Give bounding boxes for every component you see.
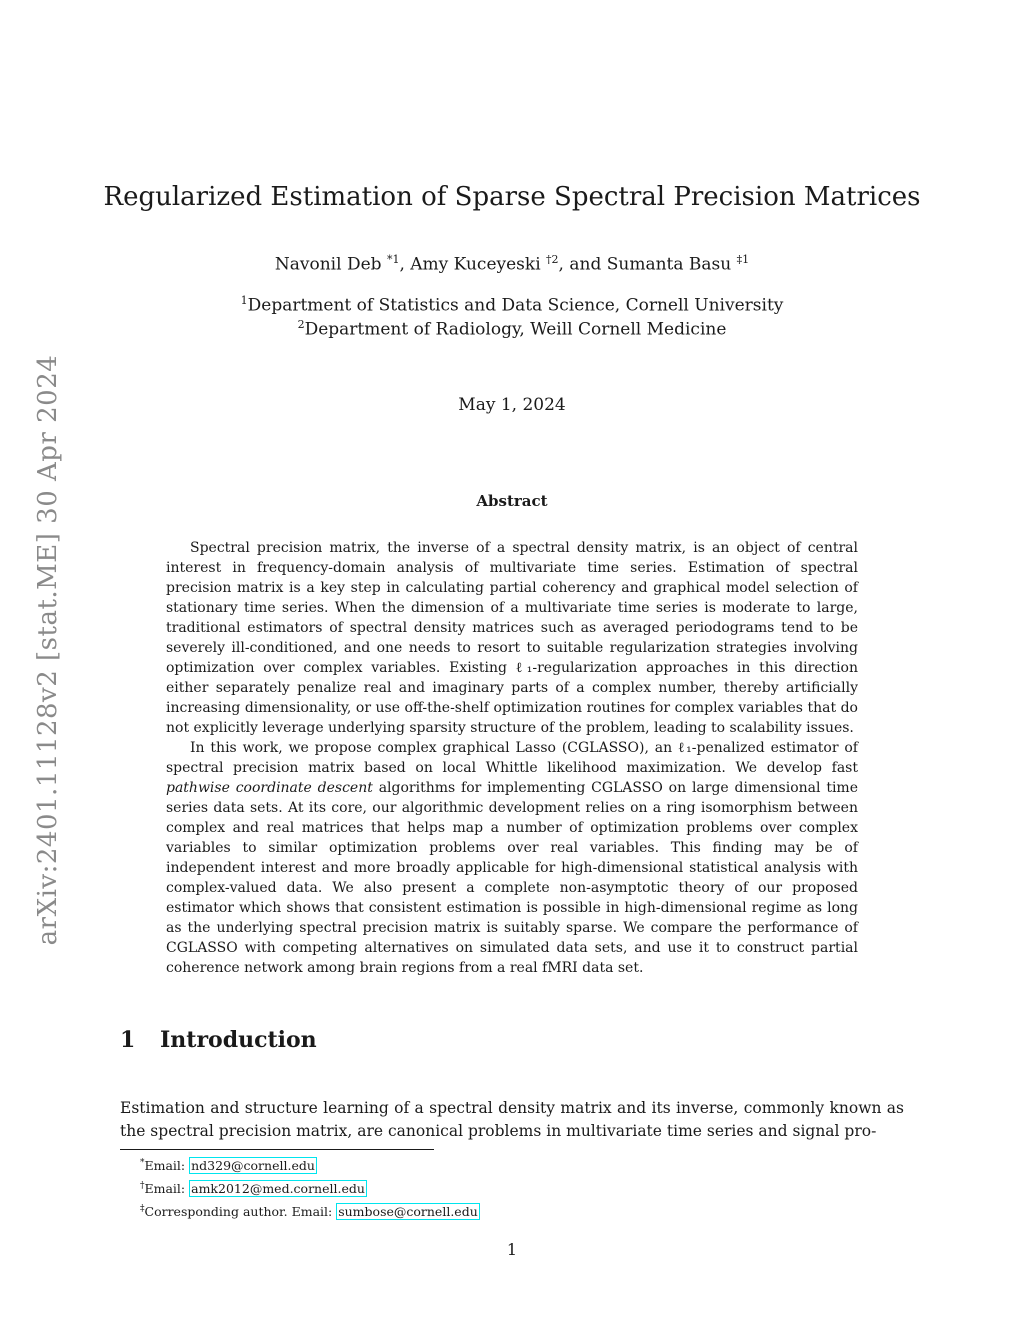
author-marks: *1 xyxy=(386,253,400,266)
footnote-label: Email: xyxy=(144,1181,190,1197)
footnote xyxy=(140,1176,480,1199)
abstract-heading: Abstract xyxy=(476,492,548,510)
footnote xyxy=(140,1153,480,1176)
abstract-body xyxy=(166,538,858,978)
intro-body xyxy=(120,1097,904,1143)
author-name: Amy Kuceyeski xyxy=(410,254,541,275)
abstract-paragraph: In this work, we propose complex graphical Lasso (CGLASSO), an ℓ₁-penalized estimator of spectral precision matrix based on local Whittle likelihood maximization. We develop fast pathwise coordinate descent algorithms for implementing CGLASSO on large dimensional time series data sets. At its core, our algorithmic development relies on a ring isomorphism between complex and real matrices that helps map a number of optimization problems over complex variables to similar optimization problems over real variables. This finding may be of independent interest and more broadly applicable for high-dimensional statistical analysis with complex-valued data. We also present a complete non-asymptotic theory of our proposed estimator which shows that consistent estimation is possible in high-dimensional regime as long as the underlying spectral precision matrix is suitably sparse. We compare the performance of CGLASSO with competing alternatives on simulated data sets, and use it to construct partial coherence network among brain regions from a real fMRI data set. xyxy=(166,740,858,976)
footnote-divider xyxy=(120,1149,434,1150)
paper-title: Regularized Estimation of Sparse Spectral Precision Matrices xyxy=(103,182,921,212)
email-link[interactable]: nd329@cornell.edu xyxy=(191,1158,315,1174)
author-marks: ‡1 xyxy=(736,253,750,266)
footnote-label: Corresponding author. Email: xyxy=(144,1204,337,1220)
paper-date: May 1, 2024 xyxy=(458,395,566,415)
affiliation-text: Department of Statistics and Data Science, Cornell University xyxy=(247,295,784,316)
section-heading xyxy=(120,1027,317,1053)
author-name: Navonil Deb xyxy=(274,254,382,275)
footnotes xyxy=(140,1153,480,1222)
author-separator: , and xyxy=(558,254,607,275)
footnote-mark: * xyxy=(140,1158,145,1168)
footnote xyxy=(140,1199,480,1222)
intro-paragraph: Estimation and structure learning of a spectral density matrix and its inverse, commonly known as the spectral precision matrix, are canonical problems in multivariate time series and signal pro- xyxy=(120,1099,904,1140)
affiliation xyxy=(0,294,1024,316)
page-number: 1 xyxy=(506,1240,518,1259)
section-number: 1 xyxy=(120,1027,136,1053)
author-separator: , xyxy=(399,254,411,275)
affiliation-text: Department of Radiology, Weill Cornell Medicine xyxy=(304,319,727,340)
email-link[interactable]: amk2012@med.cornell.edu xyxy=(191,1181,365,1197)
author-marks: †2 xyxy=(546,253,559,266)
affiliation xyxy=(0,318,1024,340)
abstract-paragraph: Spectral precision matrix, the inverse of a spectral density matrix, is an object of central interest in frequency-domain analysis of multivariate time series. Estimation of spectral precision matrix is a key step in calculating partial coherency and graphical model selection of stationary time series. When the dimension of a multivariate time series is moderate to large, traditional estimators of spectral density matrices such as averaged periodograms tend to be severely ill-conditioned, and one needs to resort to suitable regularization strategies involving optimization over complex variables. Existing ℓ₁-regularization approaches in this direction either separately penalize real and imaginary parts of a complex number, thereby artificially increasing dimensionality, or use off-the-shelf optimization routines for complex variables that do not explicitly leverage underlying sparsity structure of the problem, leading to scalability issues. xyxy=(166,540,858,736)
email-link[interactable]: sumbose@cornell.edu xyxy=(338,1204,478,1220)
footnote-label: Email: xyxy=(144,1158,190,1174)
footnote-mark: † xyxy=(140,1181,145,1192)
footnote-mark: ‡ xyxy=(140,1204,145,1215)
author-list xyxy=(0,253,1024,275)
affiliation-number: 2 xyxy=(297,318,305,331)
section-title: Introduction xyxy=(160,1027,317,1053)
arxiv-identifier-stamp[interactable]: arXiv:2401.11128v2 [stat.ME] 30 Apr 2024 xyxy=(33,354,63,946)
author-name: Sumanta Basu xyxy=(606,254,732,275)
emphasis-text: pathwise coordinate descent xyxy=(166,780,373,796)
affiliation-number: 1 xyxy=(240,294,248,307)
